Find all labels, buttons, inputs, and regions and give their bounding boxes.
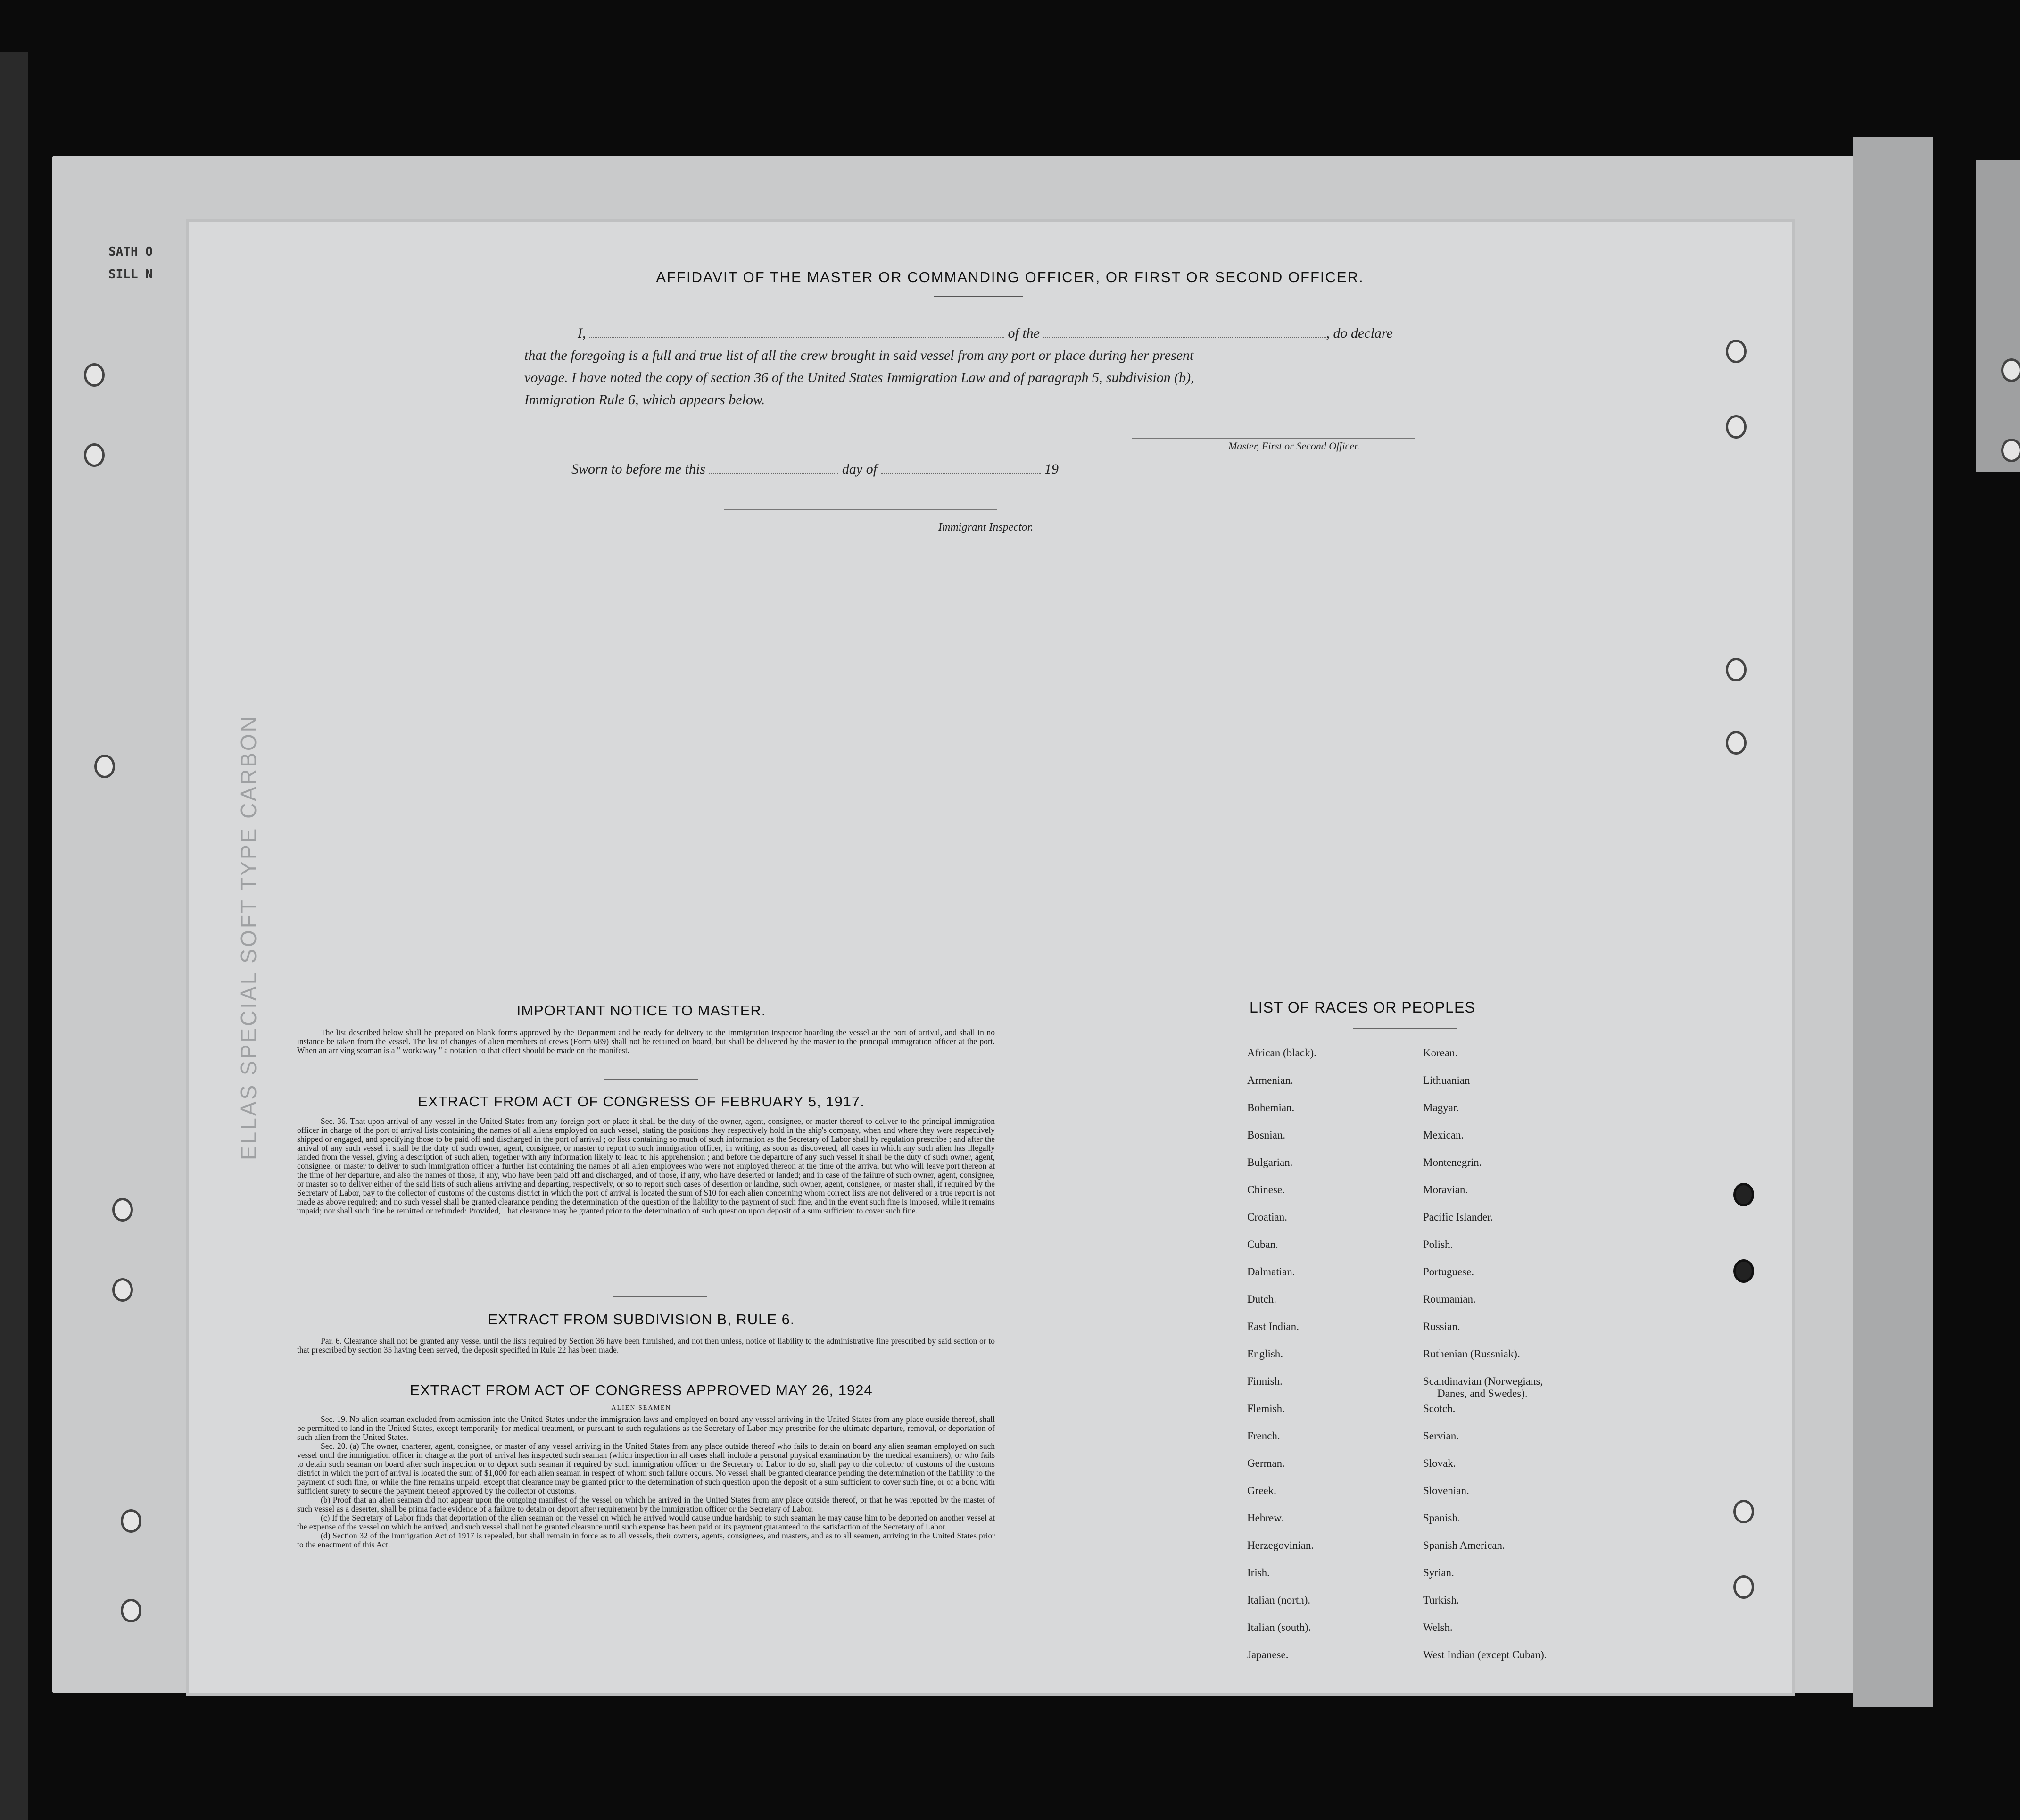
race-item: Spanish American. bbox=[1423, 1539, 1505, 1551]
officer-signature-line[interactable] bbox=[1132, 438, 1415, 439]
divider bbox=[604, 1079, 698, 1080]
film-edge bbox=[0, 52, 28, 1820]
race-item: Chinese. bbox=[1247, 1184, 1285, 1196]
extract-1924-text: Sec. 19. No alien seaman excluded from admission into the United States under the immigration laws and employed on board any vessel arriving in the United States from any place outside thereof, shall be permitted to land in the United States, except temporarily for medical treatment, or pursuant to such regulations as the Secretary of Labor may prescribe for the ultimate departure, removal, or deportation of such alien from the United States. Sec. 20. (a) The owner, charterer, agent, consignee, or master of any vessel arriving in the United States from any place outside thereof who fails to detain on board any alien seaman employed on such vessel until the immigration officer in charge at the port of arrival has inspected such seaman (which inspection in all cases shall include a personal physical examination by the medical examiners), or who fails to detain such seaman on board after such inspection or to deport such seaman if required by such immigration officer or the Secretary of Labor to do so, shall pay to the collector of customs of the customs district in which the port of arrival is located the sum of $1,000 for each alien seaman in respect of whom such failure occurs. No vessel shall be granted clearance pending the determination of the liability to the payment of such fine, or while the fine remains unpaid, except that clearance may be granted prior to the determination of such question upon the deposit of a sum sufficient to cover such fine, or of a bond with sufficient surety to secure the payment thereof approved by the collector of customs. (b) Proof that an alien seaman did not appear upon the outgoing manifest of the vessel on which he arrived in the United States from any place outside thereof, or that he was reported by the master of such vessel as a deserter, shall be prima facie evidence of a failure to detain or deport after requirement by the immigration officer or the Secretary of Labor. (c) If the Secretary of Labor finds that deportation of the alien seaman on the vessel on which he arrived would cause undue hardship to such seaman he may cause him to be deported on another vessel at the expense of the vessel on which he arrived, and such vessel shall not be granted clearance until such expense has been paid or its payment guaranteed to the satisfaction of the Secretary of Labor. (d) Section 32 of the Immigration Act of 1917 is repealed, but shall remain in force as to all vessels, their owners, agents, consignees, and masters, and as to all seamen, arriving in the United States prior to the enactment of this Act. bbox=[297, 1414, 995, 1549]
race-item: Roumanian. bbox=[1423, 1293, 1476, 1305]
name-blank[interactable] bbox=[589, 337, 1004, 338]
binder-hole bbox=[1726, 731, 1747, 755]
notice-text: The list described below shall be prepared on blank forms approved by the Department and be ready for delivery to the immigration inspector boarding the vessel at the port of arrival, and shall in no instance be taken from the vessel. The list of changes of alien members of crews (Form 689) shall not be retained on board, but shall be delivered by the master to the principal immigration officer at the port. When an arriving seaman is a " workaway " a notation to that effect should be made on the manifest. bbox=[297, 1028, 995, 1055]
race-item: Finnish. bbox=[1247, 1375, 1283, 1387]
race-item: Croatian. bbox=[1247, 1211, 1287, 1223]
binder-hole bbox=[1733, 1259, 1754, 1283]
races-heading: LIST OF RACES OR PEOPLES bbox=[1250, 999, 1475, 1016]
divider bbox=[1353, 1028, 1457, 1029]
race-item: Portuguese. bbox=[1423, 1266, 1474, 1278]
race-item: Turkish. bbox=[1423, 1594, 1459, 1606]
race-item: Lithuanian bbox=[1423, 1074, 1470, 1086]
divider bbox=[613, 1296, 707, 1297]
affidavit-line-2: that the foregoing is a full and true list of all the crew brought in said vessel from any port or place during her present bbox=[524, 348, 1194, 363]
race-item: African (black). bbox=[1247, 1047, 1316, 1059]
race-item: Bohemian. bbox=[1247, 1102, 1295, 1114]
binder-hole bbox=[1726, 415, 1747, 439]
race-item: Cuban. bbox=[1247, 1238, 1278, 1250]
extract-1924-subtitle: ALIEN SEAMEN bbox=[611, 1404, 671, 1412]
binder-hole bbox=[1733, 1575, 1754, 1599]
race-item: Scotch. bbox=[1423, 1403, 1456, 1414]
binder-hole bbox=[94, 755, 115, 778]
binder-hole bbox=[1726, 340, 1747, 363]
race-item: Bulgarian. bbox=[1247, 1156, 1293, 1168]
race-item: Japanese. bbox=[1247, 1649, 1289, 1661]
race-item: German. bbox=[1247, 1457, 1285, 1469]
underlying-sheet-edge bbox=[1853, 137, 1933, 1707]
vessel-blank[interactable] bbox=[1043, 337, 1326, 338]
sworn-date-blank[interactable] bbox=[709, 473, 838, 474]
race-item: Slovak. bbox=[1423, 1457, 1456, 1469]
binder-hole bbox=[121, 1599, 141, 1622]
carbon-stamp: ELLAS SPECIAL SOFT TYPE CARBON bbox=[236, 715, 261, 1160]
binder-hole bbox=[2001, 439, 2020, 462]
race-item: Montenegrin. bbox=[1423, 1156, 1482, 1168]
race-item: Spanish. bbox=[1423, 1512, 1460, 1524]
notice-heading: IMPORTANT NOTICE TO MASTER. bbox=[516, 1002, 766, 1019]
sworn-month-blank[interactable] bbox=[881, 473, 1041, 474]
race-item: Italian (south). bbox=[1247, 1621, 1311, 1633]
race-item: Pacific Islander. bbox=[1423, 1211, 1493, 1223]
sworn-line: Sworn to before me this day of 19 bbox=[571, 461, 1059, 477]
race-item: Dutch. bbox=[1247, 1293, 1276, 1305]
race-item: East Indian. bbox=[1247, 1321, 1299, 1332]
race-item: Greek. bbox=[1247, 1485, 1276, 1496]
race-item: Irish. bbox=[1247, 1567, 1270, 1579]
race-item: Hebrew. bbox=[1247, 1512, 1284, 1524]
race-item: Russian. bbox=[1423, 1321, 1460, 1332]
race-item: Armenian. bbox=[1247, 1074, 1293, 1086]
race-item: Bosnian. bbox=[1247, 1129, 1286, 1141]
race-item: Welsh. bbox=[1423, 1621, 1453, 1633]
margin-stamp-line: SILL N bbox=[108, 267, 153, 282]
binder-hole bbox=[112, 1198, 133, 1222]
adjacent-page-edge bbox=[1976, 160, 2020, 472]
binder-hole bbox=[121, 1509, 141, 1533]
race-item: Italian (north). bbox=[1247, 1594, 1311, 1606]
race-item: Syrian. bbox=[1423, 1567, 1454, 1579]
inspector-signature-line[interactable] bbox=[724, 509, 997, 510]
race-item: Servian. bbox=[1423, 1430, 1459, 1442]
race-item: Herzegovinian. bbox=[1247, 1539, 1314, 1551]
extract-1924-heading: EXTRACT FROM ACT OF CONGRESS APPROVED MAY 26, 1924 bbox=[410, 1382, 873, 1398]
binder-hole bbox=[1726, 658, 1747, 681]
binder-hole bbox=[112, 1278, 133, 1302]
races-column-1 bbox=[1247, 1047, 1316, 1676]
binder-hole bbox=[84, 443, 105, 467]
bleed-through-area bbox=[472, 514, 1697, 939]
race-item: Flemish. bbox=[1247, 1403, 1285, 1414]
race-item: Ruthenian (Russniak). bbox=[1423, 1348, 1520, 1360]
race-item: Mexican. bbox=[1423, 1129, 1464, 1141]
binder-hole bbox=[1733, 1500, 1754, 1523]
binder-hole bbox=[1733, 1183, 1754, 1206]
divider bbox=[934, 296, 1023, 297]
signature-label: Master, First or Second Officer. bbox=[1228, 440, 1360, 452]
race-item: West Indian (except Cuban). bbox=[1423, 1649, 1547, 1661]
binder-hole bbox=[2001, 358, 2020, 382]
inspector-label: Immigrant Inspector. bbox=[938, 521, 1034, 533]
race-item: Magyar. bbox=[1423, 1102, 1459, 1114]
extract-1917-text: Sec. 36. That upon arrival of any vessel in the United States from any foreign port or place it shall be the duty of the owner, agent, consignee, or master thereof to deliver to the principal immigration officer in charge of the port of arrival lists containing the names of all aliens employed on such vessel, stating the positions they respectively hold in the ship's company, when and where they were respectively shipped or engaged, and specifying those to be paid off and discharged in the port of arrival ; or lists containing so much of such information as the Secretary of Labor shall by regulation prescribe ; and after the arrival of any such vessel it shall be the duty of such owner, agent, consignee, or master to report to such immigration officer, in writing, as soon as discovered, all cases in which any such alien has illegally landed from the vessel, giving a description of such alien, together with any information likely to lead to his apprehension ; and before the departure of any such vessel it shall be the duty of such owner, agent, consignee, or master to deliver to such immigration officer a further list containing the names of all alien employees who were not employed thereon at the time of the arrival but who will leave port thereon at the time of her departure, and also the names of those, if any, who have been paid off and discharged, and of those, if any, who have deserted or landed; and in case of the failure of such owner, agent, consignee, or master so to deliver either of the said lists of such aliens arriving and departing, respectively, or so to report such cases of desertion or landing, such owner, agent, consignee, or master shall, if required by the Secretary of Labor, pay to the collector of customs of the customs district in which the port of arrival is located the sum of $10 for each alien concerning whom correct lists are not delivered or a true report is not made as above required; and no such vessel shall be granted clearance pending the determination of the question of the liability to the payment of such fine, and in the event such fine is imposed, while it remains unpaid; nor shall such fine be remitted or refunded: Provided, That clearance may be granted prior to the determination of such question upon deposit of a sum sufficient to cover such fine. bbox=[297, 1116, 995, 1215]
extract-rule6-heading: EXTRACT FROM SUBDIVISION B, RULE 6. bbox=[488, 1311, 795, 1328]
affidavit-title: AFFIDAVIT OF THE MASTER OR COMMANDING OFFICER, OR FIRST OR SECOND OFFICER. bbox=[656, 269, 1364, 285]
race-item: Dalmatian. bbox=[1247, 1266, 1295, 1278]
race-item: Moravian. bbox=[1423, 1184, 1468, 1196]
races-column-2 bbox=[1423, 1047, 1547, 1676]
extract-1917-heading: EXTRACT FROM ACT OF CONGRESS OF FEBRUARY 5, 1917. bbox=[418, 1093, 865, 1110]
affidavit-line-4: Immigration Rule 6, which appears below. bbox=[524, 392, 765, 407]
race-item: Slovenian. bbox=[1423, 1485, 1469, 1496]
binder-hole bbox=[84, 363, 105, 387]
affidavit-line-3: voyage. I have noted the copy of section 36 of the United States Immigration Law and of paragraph 5, subdivision (b), bbox=[524, 370, 1194, 385]
race-item-continued: Danes, and Swedes). bbox=[1437, 1388, 1528, 1399]
race-item-label: Scandinavian (Norwegians, bbox=[1423, 1375, 1543, 1387]
race-item: English. bbox=[1247, 1348, 1283, 1360]
margin-stamp-line: SATH O bbox=[108, 245, 153, 259]
race-item: Korean. bbox=[1423, 1047, 1458, 1059]
race-item: Polish. bbox=[1423, 1238, 1453, 1250]
extract-rule6-text: Par. 6. Clearance shall not be granted any vessel until the lists required by Section 36 have been furnished, and not then unless, notice of liability to the administrative fine prescribed by said section or to that prescribed by section 35 having been served, the deposit specified in Rule 22 has been made. bbox=[297, 1336, 995, 1355]
race-item: French. bbox=[1247, 1430, 1280, 1442]
race-item bbox=[1423, 1375, 1547, 1403]
affidavit-line-1: I, of the , do declare bbox=[578, 325, 1393, 341]
